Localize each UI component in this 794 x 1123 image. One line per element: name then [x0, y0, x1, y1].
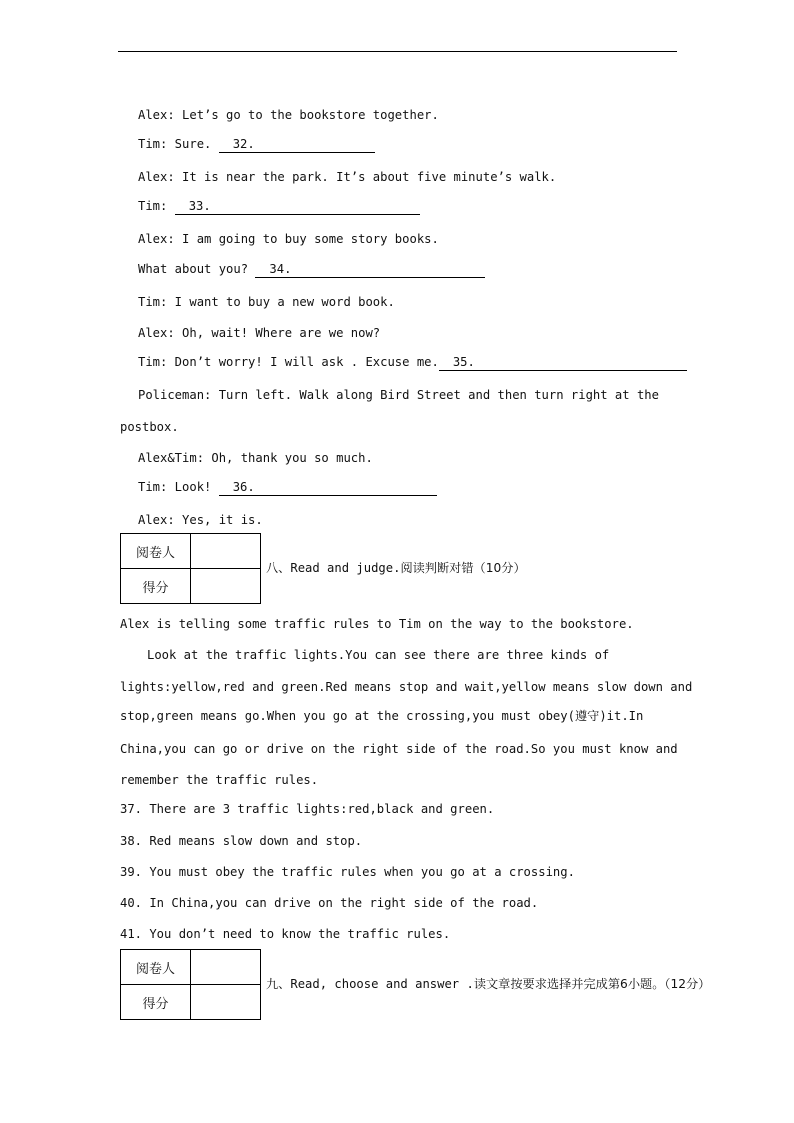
passage-line-5: remember the traffic rules.: [120, 773, 319, 787]
question-41: 41. You don’t need to know the traffic rules.: [120, 927, 451, 941]
reviewer-field[interactable]: [191, 534, 261, 569]
score-field[interactable]: [191, 569, 261, 604]
dialogue-line-9: [138, 354, 687, 371]
question-39: 39. You must obey the traffic rules when you go at a crossing.: [120, 865, 575, 879]
score-box-section-9: [120, 949, 261, 1020]
answer-blank-33[interactable]: 33.: [175, 198, 420, 215]
dialogue-line-2: [138, 136, 375, 153]
dialogue-line-4: [138, 198, 420, 215]
section-9-heading-cn: 读文章按要求选择并完成第6小题。（12分）: [473, 977, 711, 991]
score-label: 得分: [121, 569, 191, 604]
score-label: 得分: [121, 985, 191, 1020]
passage-line-3-cn: 遵守: [574, 709, 600, 723]
dialogue-line-3: Alex: It is near the park. It’s about five minute’s walk.: [138, 170, 557, 184]
section-8-heading-en: 八、Read and judge.: [266, 561, 401, 575]
passage-line-3-b: )it.In: [599, 709, 644, 723]
dialogue-line-7: Tim: I want to buy a new word book.: [138, 295, 395, 309]
passage-line-4: China,you can go or drive on the right side of the road.So you must know and: [120, 742, 678, 756]
dialogue-line-6-text: What about you?: [138, 262, 256, 276]
section-8-intro: Alex is telling some traffic rules to Tim on the way to the bookstore.: [120, 617, 634, 631]
reviewer-label: 阅卷人: [121, 950, 191, 985]
question-37: 37. There are 3 traffic lights:red,black and green.: [120, 802, 495, 816]
answer-blank-32[interactable]: 32.: [219, 136, 375, 153]
score-box-section-8: [120, 533, 261, 604]
dialogue-line-10: Policeman: Turn left. Walk along Bird Street and then turn right at the: [138, 388, 659, 402]
dialogue-line-1: Alex: Let’s go to the bookstore together.: [138, 108, 439, 122]
dialogue-line-8: Alex: Oh, wait! Where are we now?: [138, 326, 381, 340]
score-field[interactable]: [191, 985, 261, 1020]
reviewer-label: 阅卷人: [121, 534, 191, 569]
section-8-heading: [266, 560, 526, 576]
reviewer-field[interactable]: [191, 950, 261, 985]
header-rule: [118, 51, 677, 52]
dialogue-line-2-text: Tim: Sure.: [138, 137, 219, 151]
question-40: 40. In China,you can drive on the right side of the road.: [120, 896, 539, 910]
dialogue-line-12: Alex&Tim: Oh, thank you so much.: [138, 451, 373, 465]
answer-blank-34[interactable]: 34.: [255, 261, 485, 278]
dialogue-line-9-text: Tim: Don’t worry! I will ask . Excuse me.: [138, 355, 439, 369]
dialogue-line-11: postbox.: [120, 420, 179, 434]
dialogue-line-5: Alex: I am going to buy some story books.: [138, 232, 439, 246]
dialogue-line-14: Alex: Yes, it is.: [138, 513, 263, 527]
question-38: 38. Red means slow down and stop.: [120, 834, 363, 848]
dialogue-line-13: [138, 479, 437, 496]
passage-line-1: Look at the traffic lights.You can see there are three kinds of: [147, 648, 610, 662]
dialogue-line-13-text: Tim: Look!: [138, 480, 219, 494]
passage-line-2: lights:yellow,red and green.Red means stop and wait,yellow means slow down and: [120, 680, 693, 694]
dialogue-line-4-text: Tim:: [138, 199, 175, 213]
passage-line-3-a: stop,green means go.When you go at the crossing,you must obey(: [120, 709, 575, 723]
section-8-heading-cn: 阅读判断对错（10分）: [400, 561, 526, 575]
answer-blank-36[interactable]: 36.: [219, 479, 437, 496]
section-9-heading-en: 九、Read, choose and answer .: [266, 977, 474, 991]
answer-blank-35[interactable]: 35.: [439, 354, 687, 371]
section-9-heading: [266, 976, 710, 992]
passage-line-3: [120, 708, 643, 724]
dialogue-line-6: [138, 261, 485, 278]
